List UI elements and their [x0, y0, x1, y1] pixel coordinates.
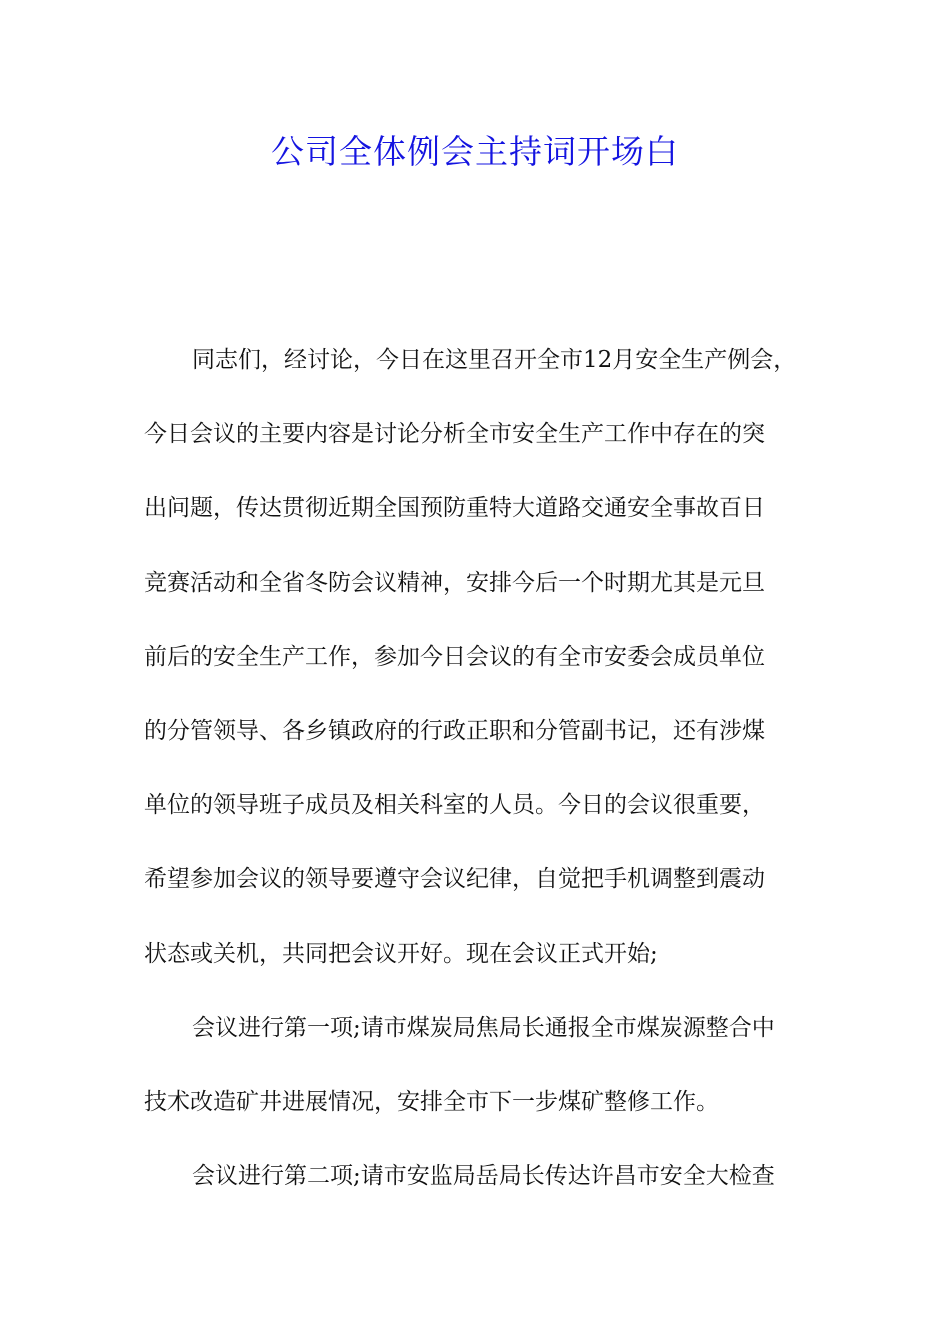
paragraph-line: 竞赛活动和全省冬防会议精神，安排今后一个时期尤其是元旦 [144, 569, 765, 596]
paragraph-line: 技术改造矿井进展情况，安排全市下一步煤矿整修工作。 [144, 1088, 719, 1115]
paragraph-line: 会议进行第一项;请市煤炭局焦局长通报全市煤炭源整合中 [192, 1014, 775, 1041]
paragraph-line: 状态或关机，共同把会议开好。现在会议正式开始; [144, 940, 658, 967]
paragraph-line: 希望参加会议的领导要遵守会议纪律，自觉把手机调整到震动 [144, 866, 765, 893]
document-body [144, 336, 812, 1226]
paragraph-line: 单位的领导班子成员及相关科室的人员。今日的会议很重要， [144, 792, 765, 819]
paragraph-line: 出问题，传达贯彻近期全国预防重特大道路交通安全事故百日 [144, 495, 765, 522]
document-title: 公司全体例会主持词开场白 [271, 132, 679, 171]
paragraph-line: 会议进行第二项;请市安监局岳局长传达许昌市安全大检查 [192, 1163, 775, 1190]
paragraph-line: 同志们，经讨论，今日在这里召开全市12月安全生产例会， [192, 347, 797, 373]
paragraph-line: 的分管领导、各乡镇政府的行政正职和分管副书记，还有涉煤 [144, 717, 765, 744]
paragraph-line: 前后的安全生产工作，参加今日会议的有全市安委会成员单位 [144, 643, 765, 670]
paragraph-line: 今日会议的主要内容是讨论分析全市安全生产工作中存在的突 [144, 421, 765, 448]
